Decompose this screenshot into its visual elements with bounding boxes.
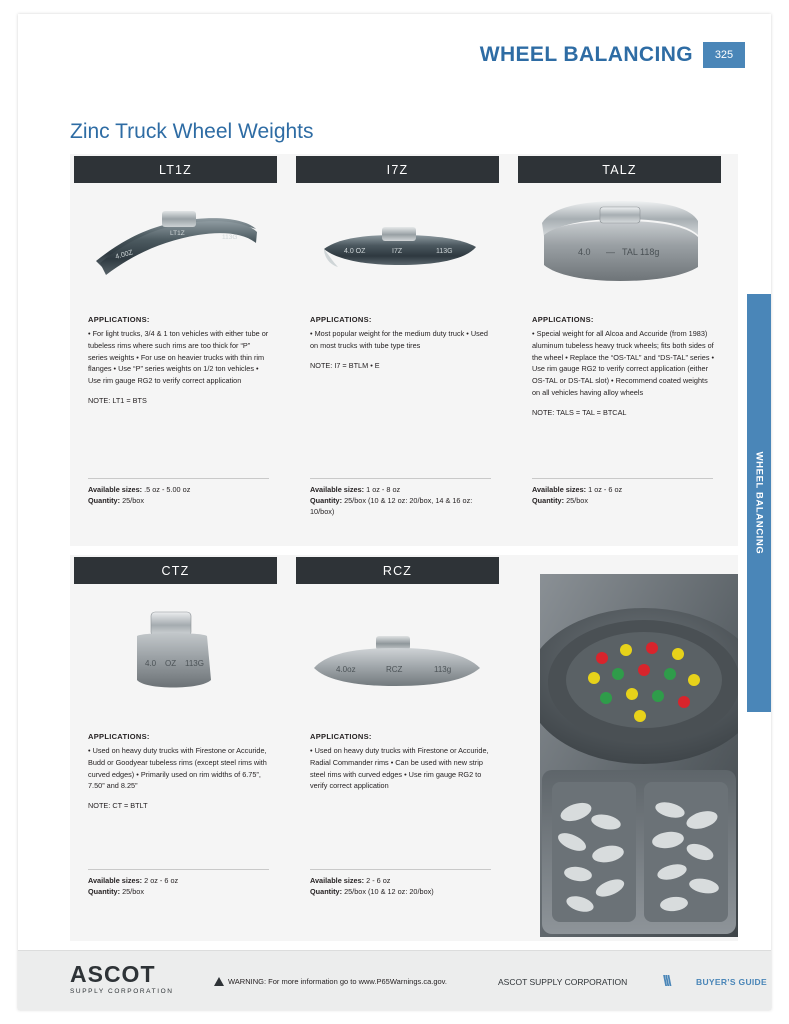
- svg-text:LT1Z: LT1Z: [169, 230, 185, 237]
- svg-text:4.0: 4.0: [578, 247, 591, 257]
- svg-text:OZ: OZ: [164, 659, 176, 668]
- rcz-weight-illustration: [300, 584, 495, 724]
- available-sizes-label: Available sizes:: [310, 485, 365, 494]
- lt1z-wheel-weight-photo: [74, 183, 277, 315]
- product-name-header: [74, 557, 277, 584]
- prop65-warning: [214, 977, 447, 986]
- product-card-lt1z: [74, 156, 277, 541]
- card-footer: [310, 869, 491, 898]
- applications-text: • For light trucks, 3/4 & 1 ton vehicles with either tube or tubeless rims where such rims are too thick for “P” series weights • For use on heavier trucks with thin rim flanges • Use “P” series weights on 1/2 ton vehicles • Use rim gauge RG2 to verify correct application: [88, 329, 269, 386]
- available-sizes-value: 2 - 6 oz: [366, 876, 391, 885]
- quantity-row: [88, 496, 269, 507]
- lt1z-weight-illustration: [86, 183, 266, 303]
- svg-text:4.00Z: 4.00Z: [114, 249, 134, 261]
- wheel-weights-assortment-tray-photo: [540, 574, 738, 937]
- product-name: TALZ: [602, 162, 637, 177]
- tray-illustration: [540, 574, 738, 937]
- ascot-logo-word: ASCOT: [70, 961, 156, 987]
- card-body: [518, 315, 721, 417]
- svg-text:113G: 113G: [435, 248, 453, 255]
- applications-text: • Used on heavy duty trucks with Firestone or Accuride, Radial Commander rims • Can be used with new strip steel rims with curved edges • Use rim gauge RG2 to verify correct application: [310, 746, 489, 791]
- card-footer: [88, 869, 269, 898]
- product-card-rcz: [296, 557, 499, 937]
- card-footer: [88, 478, 269, 507]
- svg-text:I7Z: I7Z: [391, 248, 402, 255]
- product-card-ctz: [74, 557, 277, 937]
- quantity-row: [88, 887, 269, 898]
- applications-label: APPLICATIONS:: [532, 315, 594, 324]
- available-sizes-row: [88, 485, 269, 496]
- divider: [88, 478, 269, 479]
- product-card-i7z: [296, 156, 499, 541]
- note-text: NOTE: I7 = BTLM • E: [310, 360, 380, 370]
- card-body: [296, 315, 499, 370]
- available-sizes-value: 1 oz - 8 oz: [366, 485, 401, 494]
- side-tab-wheel-balancing: [747, 294, 771, 712]
- available-sizes-row: [310, 876, 491, 887]
- card-body: [296, 732, 499, 792]
- slash-divider-icon: \\\: [663, 973, 670, 990]
- quantity-value: 25/box: [122, 495, 144, 505]
- svg-text:RCZ: RCZ: [386, 665, 403, 674]
- available-sizes-row: [88, 876, 269, 887]
- quantity-value: 25/box: [122, 886, 144, 896]
- buyers-guide-label: BUYER’S GUIDE: [696, 977, 767, 987]
- page-sheet: [18, 14, 771, 1010]
- note-text: NOTE: LT1 = BTS: [88, 396, 147, 406]
- ascot-logo: [70, 963, 190, 995]
- side-tab-label: WHEEL BALANCING: [753, 451, 765, 555]
- applications-text: • Special weight for all Alcoa and Accuride (from 1983) aluminum tubeless heavy truck wheels; fits both sides of the wheel • Replace the “OS-TAL” and “DS-TAL” series • Use rim gauge RG2 to verify correct application (either OS-TAL or DS-TAL slot) • Recommend coated weights on all vehicles having alloy wheels: [532, 329, 715, 398]
- ctz-wheel-weight-photo: [74, 584, 277, 732]
- applications-label: APPLICATIONS:: [310, 315, 372, 324]
- svg-text:4.0oz: 4.0oz: [336, 665, 356, 674]
- footer-company-name: ASCOT SUPPLY CORPORATION: [498, 977, 628, 987]
- product-name: I7Z: [386, 162, 409, 177]
- svg-text:113g: 113g: [434, 665, 452, 674]
- card-footer: [310, 478, 491, 518]
- i7z-weight-illustration: [308, 183, 488, 303]
- available-sizes-label: Available sizes:: [532, 485, 587, 494]
- svg-text:113G: 113G: [221, 234, 237, 241]
- header-title: WHEEL BALANCING: [479, 43, 693, 66]
- applications-label: APPLICATIONS:: [310, 732, 372, 741]
- product-name-header: [74, 156, 277, 183]
- product-name-header: [518, 156, 721, 183]
- product-name-header: [296, 156, 499, 183]
- note-text: NOTE: CT = BTLT: [88, 801, 148, 811]
- available-sizes-row: [310, 485, 491, 496]
- available-sizes-value: 1 oz - 6 oz: [588, 485, 623, 494]
- card-body: [74, 315, 277, 405]
- quantity-label: Quantity:: [532, 495, 565, 505]
- note-text: NOTE: TALS = TAL = BTCAL: [532, 407, 627, 417]
- card-footer: [532, 478, 713, 507]
- divider: [310, 869, 491, 870]
- applications-text: • Most popular weight for the medium duty truck • Used on most trucks with tube type tires: [310, 329, 488, 350]
- talz-weight-illustration: [522, 183, 717, 308]
- quantity-label: Quantity:: [88, 886, 121, 896]
- svg-text:4.0: 4.0: [144, 659, 156, 668]
- quantity-row: [310, 496, 491, 518]
- rcz-wheel-weight-photo: [296, 584, 499, 732]
- applications-text: • Used on heavy duty trucks with Firestone or Accuride, Budd or Goodyear tubeless rims (except steel rims with curved edges) • Primarily used on rim widths of 6.75”, 7.50” and 8.25”: [88, 746, 267, 791]
- ascot-logo-subtitle: SUPPLY CORPORATION: [70, 988, 174, 995]
- ctz-weight-illustration: [101, 584, 251, 724]
- svg-text:113G: 113G: [184, 659, 204, 668]
- warning-triangle-icon: [214, 977, 224, 986]
- quantity-row: [532, 496, 713, 507]
- available-sizes-label: Available sizes:: [88, 876, 143, 885]
- talz-wheel-weight-photo: [518, 183, 721, 315]
- product-card-talz: [518, 156, 721, 541]
- page-header: [480, 42, 745, 68]
- divider: [88, 869, 269, 870]
- product-name: CTZ: [161, 563, 190, 578]
- i7z-wheel-weight-photo: [296, 183, 499, 315]
- applications-label: APPLICATIONS:: [88, 315, 150, 324]
- page-title: Zinc Truck Wheel Weights: [70, 120, 314, 144]
- divider: [310, 478, 491, 479]
- quantity-value: 25/box (10 & 12 oz: 20/box, 14 & 16 oz: 10/box): [310, 495, 473, 516]
- product-card-row-bottom: [74, 557, 518, 937]
- quantity-label: Quantity:: [310, 495, 343, 505]
- available-sizes-value: .5 oz - 5.00 oz: [144, 485, 191, 494]
- divider: [532, 478, 713, 479]
- quantity-value: 25/box (10 & 12 oz: 20/box): [344, 886, 434, 896]
- available-sizes-label: Available sizes:: [310, 876, 365, 885]
- available-sizes-value: 2 oz - 6 oz: [144, 876, 179, 885]
- applications-label: APPLICATIONS:: [88, 732, 150, 741]
- product-card-row-top: [74, 156, 740, 541]
- card-body: [74, 732, 277, 810]
- svg-text:TAL 118g: TAL 118g: [622, 247, 660, 257]
- page-footer: [18, 950, 771, 1010]
- svg-text:—: —: [606, 247, 615, 257]
- product-name: LT1Z: [158, 162, 193, 177]
- quantity-value: 25/box: [566, 495, 588, 505]
- available-sizes-row: [532, 485, 713, 496]
- available-sizes-label: Available sizes:: [88, 485, 143, 494]
- prop65-warning-text: WARNING: For more information go to www.P65Warnings.ca.gov.: [228, 977, 447, 986]
- quantity-row: [310, 887, 491, 898]
- page-number-badge: 325: [703, 42, 745, 68]
- product-name: RCZ: [382, 563, 413, 578]
- svg-text:4.0 OZ: 4.0 OZ: [343, 248, 365, 255]
- product-name-header: [296, 557, 499, 584]
- quantity-label: Quantity:: [88, 495, 121, 505]
- quantity-label: Quantity:: [310, 886, 343, 896]
